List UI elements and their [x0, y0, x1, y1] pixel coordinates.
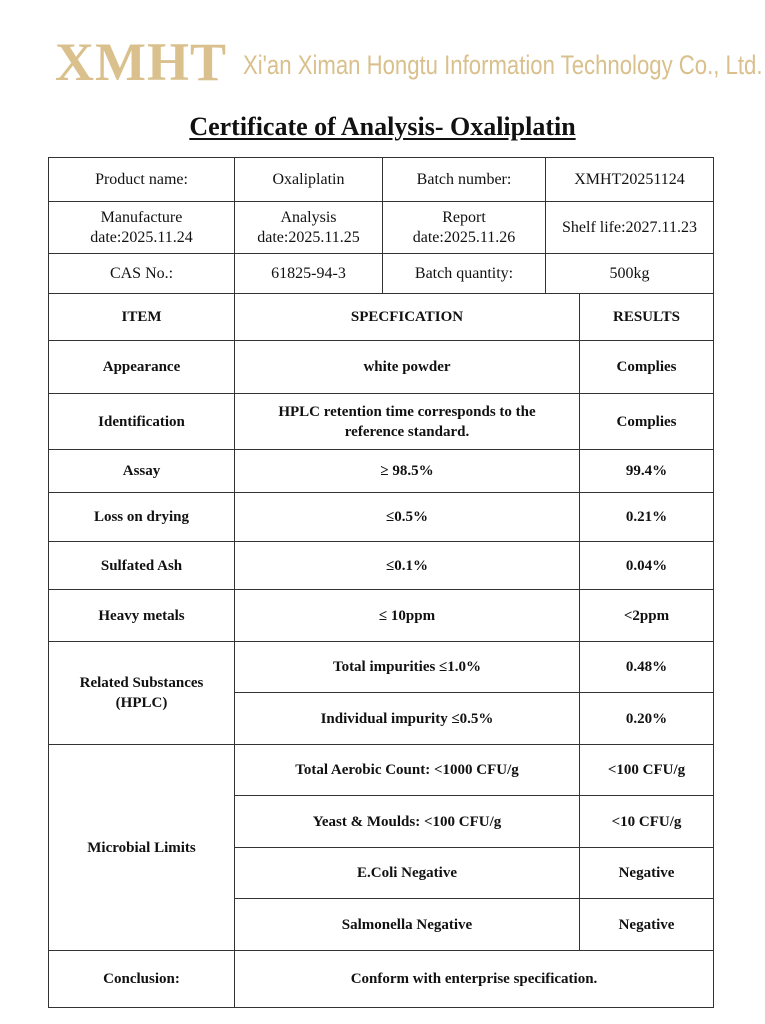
result-cell: 0.04% [580, 542, 714, 590]
table-row [49, 341, 714, 394]
product-name-value: Oxaliplatin [235, 158, 383, 202]
cas-label: CAS No.: [49, 254, 235, 294]
result-cell: 0.48% [580, 642, 714, 693]
conclusion-text: Conform with enterprise specification. [235, 951, 714, 1008]
result-cell: Complies [580, 394, 714, 450]
result-cell: 99.4% [580, 450, 714, 493]
result-cell: Complies [580, 341, 714, 394]
report-date [383, 202, 546, 254]
item-line: Related Substances [79, 675, 204, 691]
letterhead [0, 30, 765, 100]
table-row [49, 642, 714, 693]
item-cell: Assay [49, 450, 235, 493]
header-item: ITEM [49, 294, 235, 341]
spec-cell: E.Coli Negative [235, 848, 580, 899]
batch-number-value: XMHT20251124 [546, 158, 714, 202]
info-row [49, 158, 714, 202]
header-specification: SPECFICATION [235, 294, 580, 341]
cas-value: 61825-94-3 [235, 254, 383, 294]
manufacture-date-value: date:2025.11.24 [90, 228, 193, 246]
document-title: Certificate of Analysis- Oxaliplatin [189, 112, 576, 141]
header-results: RESULTS [580, 294, 714, 341]
result-cell: 0.21% [580, 493, 714, 542]
analysis-table [48, 293, 714, 1008]
table-row [49, 542, 714, 590]
product-name-label: Product name: [49, 158, 235, 202]
analysis-date [235, 202, 383, 254]
item-cell: Identification [49, 394, 235, 450]
conclusion-label: Conclusion: [49, 951, 235, 1008]
analysis-date-value: date:2025.11.25 [257, 228, 360, 246]
product-info-table [48, 157, 714, 294]
item-cell: Heavy metals [49, 590, 235, 642]
table-row [49, 590, 714, 642]
spec-cell: Yeast & Moulds: <100 CFU/g [235, 796, 580, 848]
result-cell: Negative [580, 848, 714, 899]
conclusion-row [49, 951, 714, 1008]
table-row [49, 493, 714, 542]
info-row [49, 202, 714, 254]
batch-number-label: Batch number: [383, 158, 546, 202]
spec-cell: Salmonella Negative [235, 899, 580, 951]
table-row [49, 394, 714, 450]
spec-line: reference standard. [344, 423, 470, 440]
info-row [49, 254, 714, 294]
spec-cell: Total Aerobic Count: <1000 CFU/g [235, 745, 580, 796]
table-row [49, 450, 714, 493]
table-row [49, 745, 714, 796]
item-cell: Microbial Limits [49, 745, 235, 951]
batch-quantity-value: 500kg [546, 254, 714, 294]
spec-cell: ≤0.5% [235, 493, 580, 542]
result-cell: Negative [580, 899, 714, 951]
spec-line: HPLC retention time corresponds to the [278, 403, 536, 420]
company-logo: XMHT [55, 32, 227, 92]
manufacture-date [49, 202, 235, 254]
batch-quantity-label: Batch quantity: [383, 254, 546, 294]
spec-cell: Total impurities ≤1.0% [235, 642, 580, 693]
manufacture-date-label: Manufacture [100, 208, 183, 226]
item-cell [49, 642, 235, 745]
result-cell: <10 CFU/g [580, 796, 714, 848]
shelf-life: Shelf life:2027.11.23 [546, 202, 714, 254]
result-cell: <2ppm [580, 590, 714, 642]
report-date-value: date:2025.11.26 [412, 228, 516, 246]
spec-cell [235, 394, 580, 450]
spec-cell: Individual impurity ≤0.5% [235, 693, 580, 745]
item-line: (HPLC) [115, 695, 168, 711]
item-cell: Loss on drying [49, 493, 235, 542]
spec-cell: ≤ 10ppm [235, 590, 580, 642]
header-row [49, 294, 714, 341]
company-name: Xi'an Ximan Hongtu Information Technology Co., Ltd. [243, 50, 763, 80]
spec-cell: white powder [235, 341, 580, 394]
spec-cell: ≥ 98.5% [235, 450, 580, 493]
analysis-date-label: Analysis [280, 208, 337, 226]
result-cell: <100 CFU/g [580, 745, 714, 796]
spec-cell: ≤0.1% [235, 542, 580, 590]
item-cell: Sulfated Ash [49, 542, 235, 590]
result-cell: 0.20% [580, 693, 714, 745]
report-date-label: Report [442, 208, 486, 226]
item-cell: Appearance [49, 341, 235, 394]
